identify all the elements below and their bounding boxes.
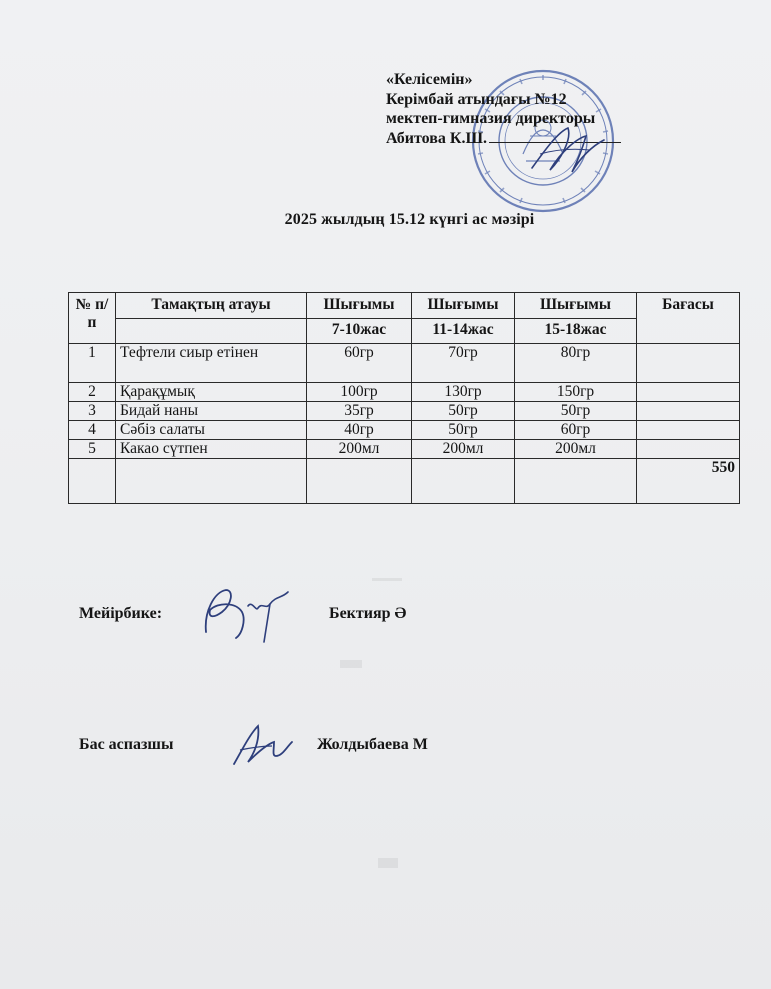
total-cell-empty (69, 459, 116, 504)
smudge-mark (372, 578, 402, 581)
row-qty-2: 130гр (412, 383, 515, 402)
row-dish: Қарақұмық (116, 383, 307, 402)
header-number: № п/п (69, 293, 116, 344)
row-dish: Сәбіз салаты (116, 421, 307, 440)
row-qty-3: 60гр (515, 421, 637, 440)
row-qty-3: 50гр (515, 402, 637, 421)
total-cell-empty (116, 459, 307, 504)
row-dish: Тефтели сиыр етінен (116, 344, 307, 383)
cook-name: Жолдыбаева М (317, 736, 428, 753)
approval-heading: «Келісемін» (386, 71, 473, 88)
row-price (637, 344, 740, 383)
row-price (637, 383, 740, 402)
row-qty-2: 200мл (412, 440, 515, 459)
row-qty-1: 60гр (307, 344, 412, 383)
header-yield-3: Шығымы (515, 293, 637, 319)
header-price: Бағасы (637, 293, 740, 344)
header-yield-2: Шығымы (412, 293, 515, 319)
header-age-2: 11-14жас (412, 319, 515, 344)
row-qty-2: 50гр (412, 402, 515, 421)
table-total-row (69, 459, 740, 504)
header-yield-1: Шығымы (307, 293, 412, 319)
row-price (637, 402, 740, 421)
total-cell-empty (307, 459, 412, 504)
menu-table (68, 292, 740, 504)
table-row (69, 421, 740, 440)
row-qty-1: 40гр (307, 421, 412, 440)
row-number: 4 (69, 421, 116, 440)
row-number: 3 (69, 402, 116, 421)
smudge-mark (340, 660, 362, 668)
nurse-signature-icon (196, 582, 306, 646)
row-qty-1: 200мл (307, 440, 412, 459)
table-row (69, 440, 740, 459)
row-number: 1 (69, 344, 116, 383)
table-row (69, 383, 740, 402)
smudge-mark (378, 858, 398, 868)
row-qty-2: 70гр (412, 344, 515, 383)
row-qty-1: 100гр (307, 383, 412, 402)
cook-signature-icon (228, 720, 298, 770)
row-qty-3: 80гр (515, 344, 637, 383)
school-name: Керімбай атындағы №12 (386, 90, 567, 108)
director-name: Абитова К.Ш. (386, 129, 488, 147)
header-age-3: 15-18жас (515, 319, 637, 344)
row-dish: Бидай наны (116, 402, 307, 421)
row-number: 2 (69, 383, 116, 402)
nurse-role: Мейірбике: (79, 605, 163, 622)
row-qty-2: 50гр (412, 421, 515, 440)
cook-role: Бас аспазшы (79, 736, 174, 753)
row-dish: Какао сүтпен (116, 440, 307, 459)
header-name-empty (116, 319, 307, 344)
row-qty-1: 35гр (307, 402, 412, 421)
row-price (637, 421, 740, 440)
director-position: мектеп-гимназия директоры (386, 110, 596, 127)
table-row (69, 402, 740, 421)
header-age-1: 7-10жас (307, 319, 412, 344)
total-cell-empty (412, 459, 515, 504)
total-price: 550 (637, 459, 740, 504)
total-cell-empty (515, 459, 637, 504)
director-signature-icon (520, 120, 610, 180)
row-qty-3: 150гр (515, 383, 637, 402)
nurse-name: Бектияр Ә (329, 605, 407, 622)
document-title-text: 2025 жылдың 15.12 күнгі ас мәзірі (284, 211, 535, 228)
nurse-signature-row (79, 605, 407, 623)
header-dish-name: Тамақтың атауы (116, 293, 307, 319)
document-title (0, 211, 771, 229)
row-number: 5 (69, 440, 116, 459)
table-row (69, 344, 740, 383)
table-header-row (69, 293, 740, 319)
row-qty-3: 200мл (515, 440, 637, 459)
cook-signature-row (79, 736, 428, 754)
row-price (637, 440, 740, 459)
